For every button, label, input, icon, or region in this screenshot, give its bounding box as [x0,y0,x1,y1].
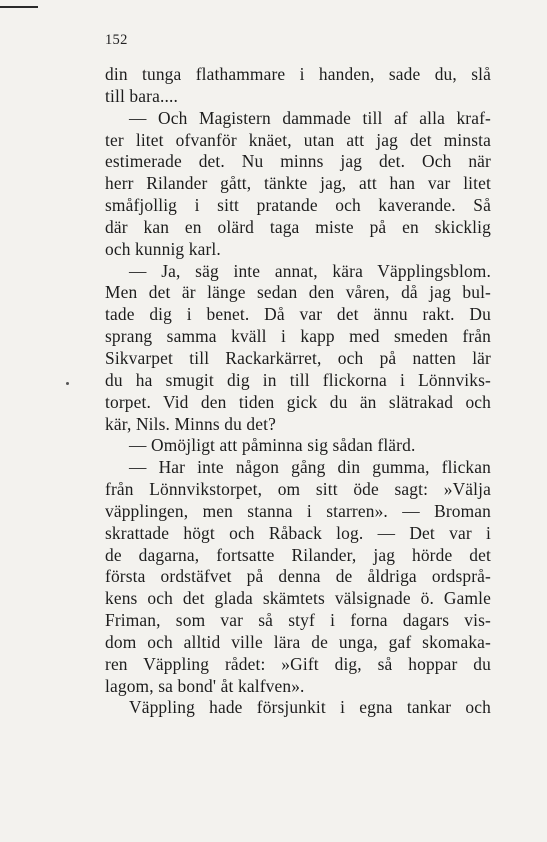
text-line: — Har inte någon gång din gumma, flickan [129,457,491,478]
text-line: kens och det glada skämtets välsignade ö. Gamle [105,588,491,609]
text-line: — Ja, säg inte annat, kära Väpplingsblom. [129,260,491,281]
text-line: — Omöjligt att påminna sig sådan flärd. [129,435,416,456]
text-line: de dagarna, fortsatte Rilander, jag hörde det [105,544,491,565]
text-line: dom och alltid ville lära de unga, gaf skomaka- [105,631,491,652]
text-line: första ordstäfvet på denna de åldriga ordsprå- [105,566,491,587]
text-line: kär, Nils. Minns du det? [105,413,276,434]
text-line: småfjollig i sitt pratande och kaverande. Så [105,195,491,216]
scan-edge-mark [0,6,38,8]
body-text [105,64,491,719]
text-line: — Och Magistern dammade till af alla kraf- [129,107,491,128]
text-line: och kunnig karl. [105,238,221,259]
text-line: din tunga flathammare i handen, sade du, slå [105,64,491,84]
text-line: Friman, som var så styf i forna dagars vis- [105,610,491,631]
text-line: sprang samma kväll i kapp med smeden från [105,326,491,347]
text-line: lagom, sa bond' åt kalfven». [105,675,305,696]
text-line: skrattade högt och Råback log. — Det var i [105,522,491,543]
text-line: du ha smugit dig in till flickorna i Lönnviks- [105,369,491,390]
text-line: till bara.... [105,85,178,106]
text-line: Men det är länge sedan den våren, då jag bul- [105,282,491,303]
text-line: Sikvarpet till Rackarkärret, och på natten lär [105,347,491,368]
text-line: ren Väppling rådet: »Gift dig, så hoppar du [105,653,491,674]
text-line: där kan en olärd taga miste på en skicklig [105,216,491,237]
page-number: 152 [105,32,128,48]
ink-speck [66,382,69,385]
text-line: ter litet ofvanför knäet, utan att jag det minsta [105,129,491,150]
text-line: torpet. Vid den tiden gick du än slätrakad och [105,391,491,412]
text-line: väpplingen, men stanna i starren». — Broman [105,500,491,521]
text-line: estimerade det. Nu minns jag det. Och när [105,151,491,172]
text-line: Väppling hade försjunkit i egna tankar och [129,697,491,718]
text-line: tade dig i benet. Då var det ännu rakt. Du [105,304,491,325]
text-line: herr Rilander gått, tänkte jag, att han var litet [105,173,491,194]
text-line: från Lönnvikstorpet, om sitt öde sagt: »Välja [105,479,491,500]
